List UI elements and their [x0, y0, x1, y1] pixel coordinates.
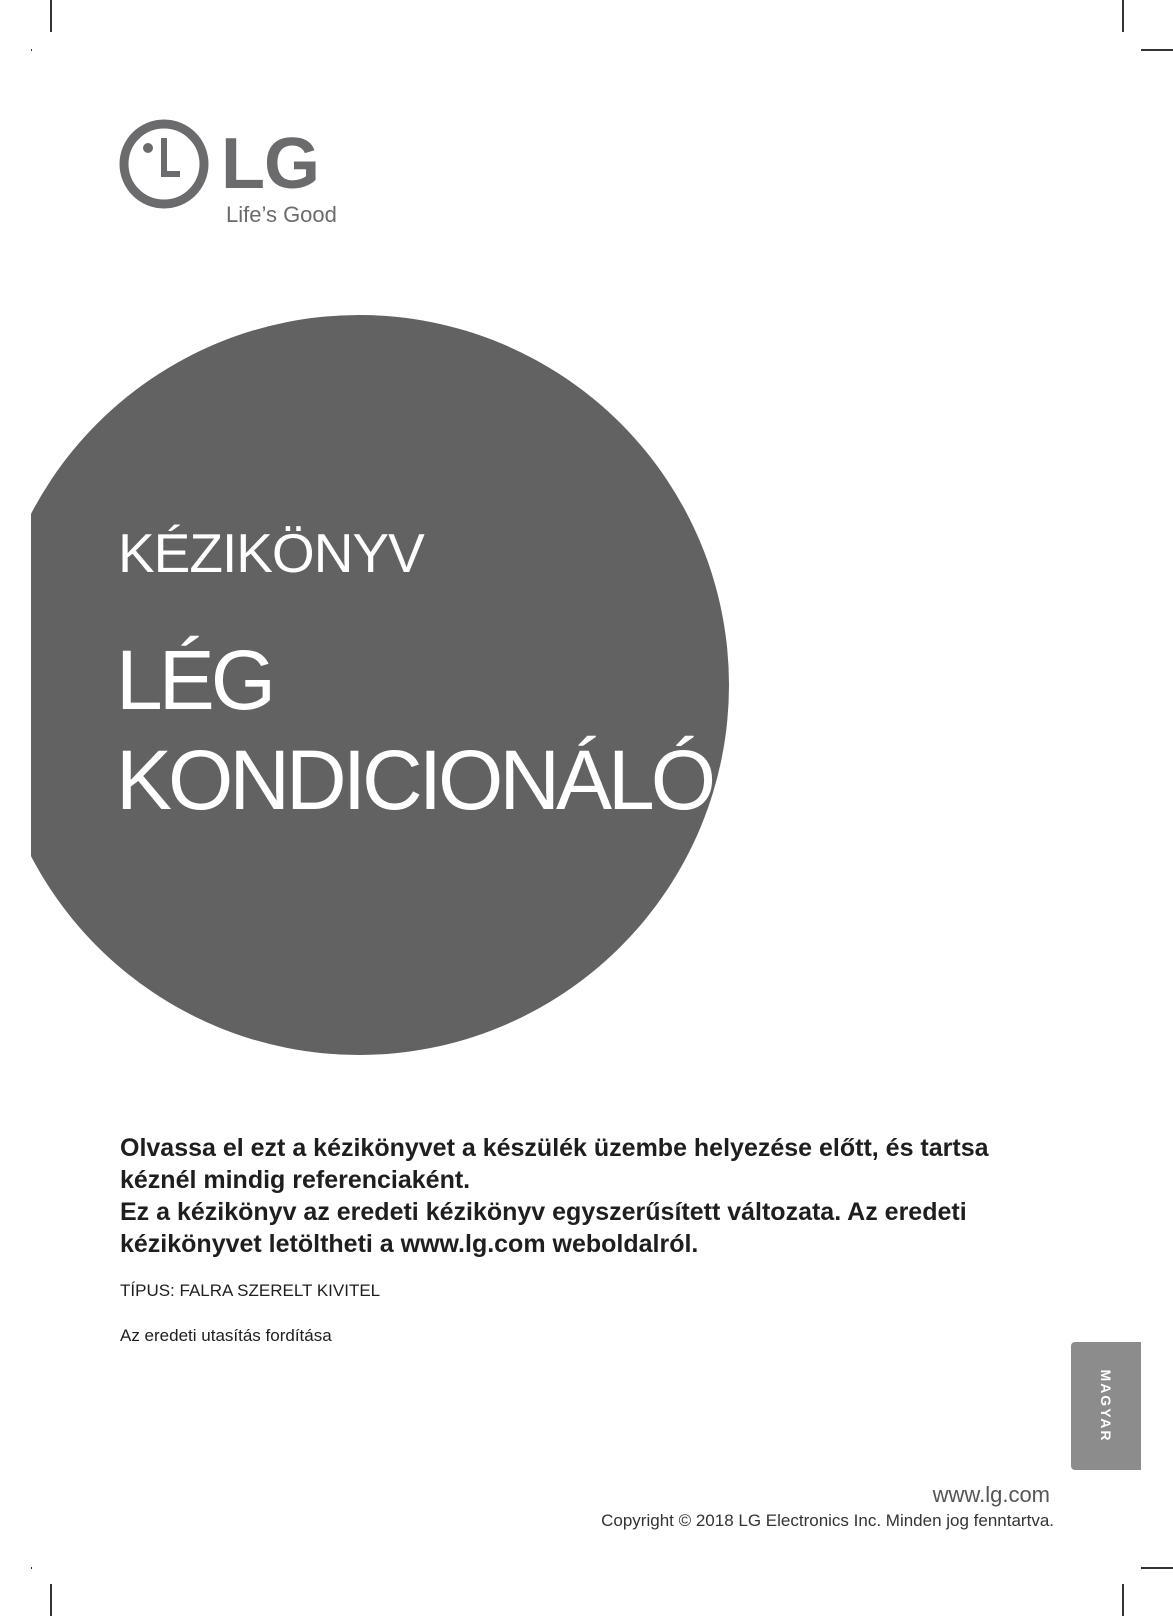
intro-paragraph-1: Olvassa el ezt a kézikönyvet a készülék üzembe helyezése előtt, és tartsa kéznél mindig referenciaként.	[120, 1134, 989, 1194]
crop-mark-top-right-horizontal	[1141, 49, 1173, 51]
crop-mark-top-right-vertical	[1122, 0, 1124, 32]
crop-mark-bottom-right-horizontal	[1141, 1567, 1173, 1569]
logo-tagline: Life’s Good	[226, 202, 337, 227]
lg-face-icon	[118, 118, 210, 210]
website-url: www.lg.com	[932, 1482, 1050, 1507]
logo-wordmark: LG	[221, 124, 319, 204]
copyright-notice: Copyright © 2018 LG Electronics Inc. Minden jog fenntartva.	[601, 1511, 1054, 1530]
product-title-line-2: KONDICIONÁLÓ	[116, 733, 713, 827]
product-title	[116, 630, 712, 830]
lg-logo	[118, 118, 358, 238]
language-tab	[1071, 1342, 1141, 1470]
crop-mark-bottom-right-vertical	[1122, 1584, 1124, 1616]
crop-mark-bottom-left-vertical	[50, 1584, 52, 1616]
translation-note: Az eredeti utasítás fordítása	[120, 1326, 332, 1345]
type-line: TÍPUS: FALRA SZERELT KIVITEL	[120, 1281, 381, 1300]
language-tab-label: MAGYAR	[1098, 1369, 1114, 1443]
product-title-line-1: LÉG	[116, 633, 273, 727]
circle-clip	[0, 0, 31, 1616]
crop-mark-top-left-vertical	[50, 0, 52, 32]
intro-paragraph-2: Ez a kézikönyv az eredeti kézikönyv egyszerűsített változata. Az eredeti kézikönyvet letöltheti a www.lg.com weboldalról.	[120, 1198, 967, 1258]
intro-text	[120, 1132, 1040, 1260]
document-kind: KÉZIKÖNYV	[118, 522, 424, 584]
